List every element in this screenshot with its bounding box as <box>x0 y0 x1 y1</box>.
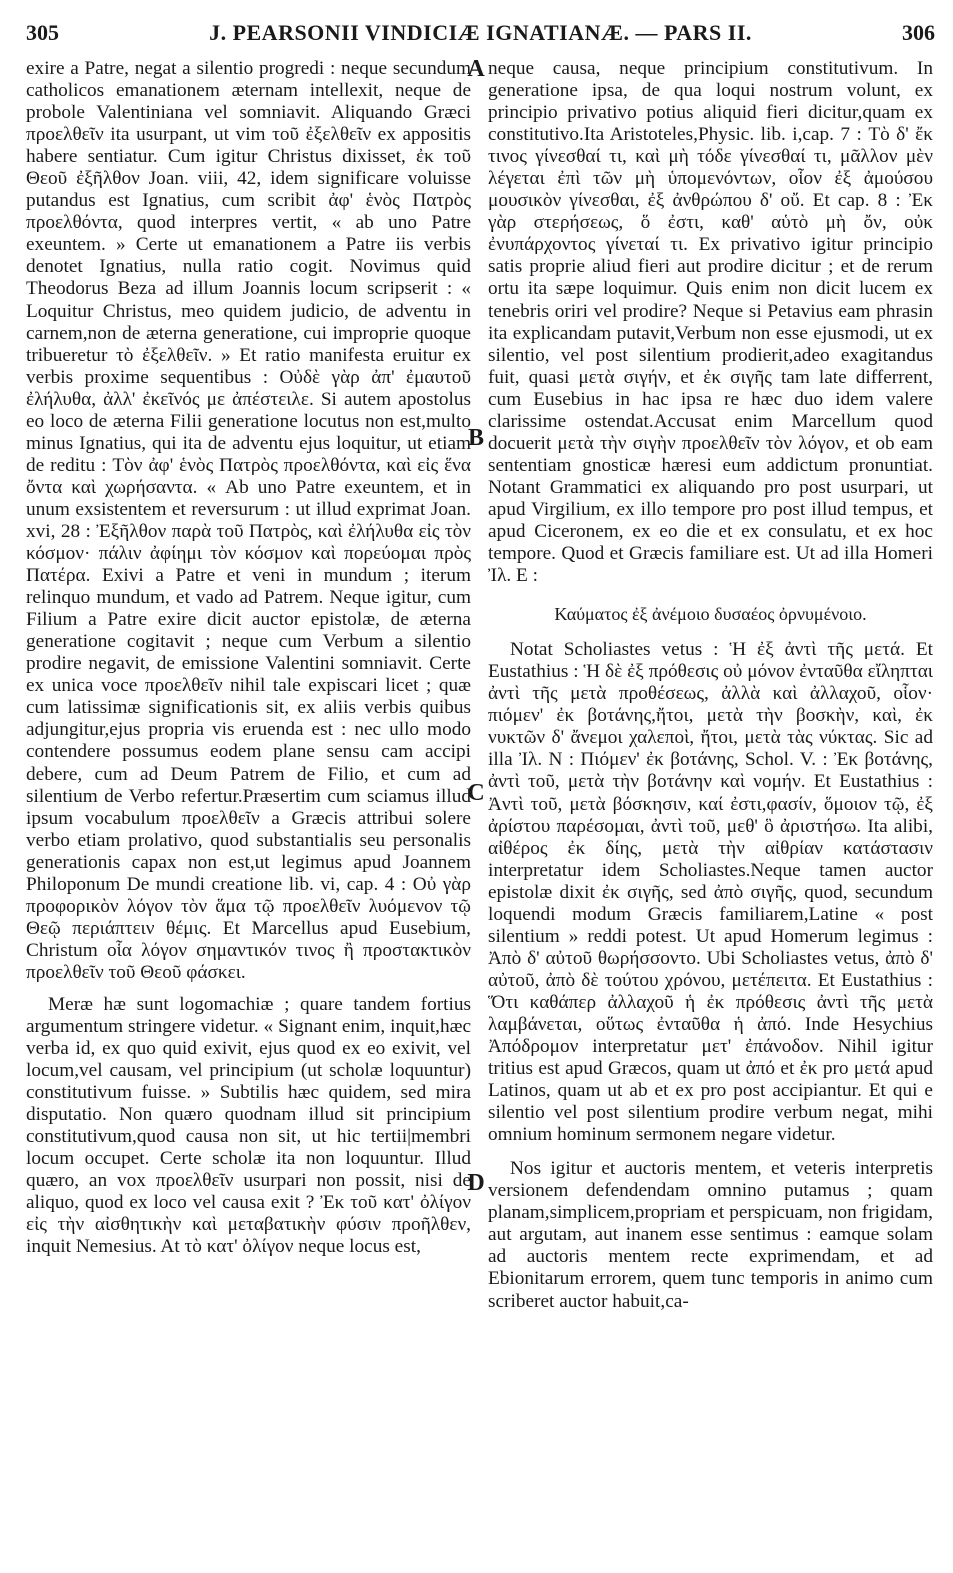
running-title: J. PEARSONII VINDICIÆ IGNATIANÆ. — PARS II. <box>209 20 752 45</box>
right-column <box>488 58 933 1313</box>
paragraph-gap <box>26 984 471 994</box>
right-paragraph-3: Nos igitur et auctoris mentem, et veteris interpretis versionem defendendam omnino putamus ; quam planam,simplicem,propriam et perspicuam, non frigidam, aut argutam, aut inanem esse sentimus : eamque solam ad auctoris mentem recte exprimendam, et ad Ebionitarum errorem, quem tunc temporis in animo cum scriberet auctor habuit,ca- <box>488 1158 933 1312</box>
right-paragraph-1: neque causa, neque principium constitutivum. In generatione ipsa, de qua loqui nostrum volunt, ex principio privativo potius aliquid fieri dicitur,quam ex constitutivo.Ita Aristoteles,Physic. lib. i,cap. 7 : Τὸ δ' ἔκ τινος γίνεσθαί τι, καὶ μὴ τόδε γίνεσθαί τι, μᾶλλον μὲν λέγεται ἐπὶ τῶν μὴ ὑπομενόντων, οἷον ἐξ ἀμούσου μουσικὸν γίνεσθαι, ἐξ ἀνθρώπου δ' οὔ. Et cap. 8 : Ἐκ γὰρ στερήσεως, ὅ ἐστι, καθ' αὑτὸ μὴ ὄν, οὐκ ἐνυπάρχοντος γίνεταί τι. Ex privativo igitur principio satis proprie aliud fieri aut prodire dicitur ; et de rerum ortu ita sæpe loquimur. Quis enim non dicit lucem ex tenebris oriri vel prodire? Neque si Petavius eam phrasin ita explicandam putavit,Verbum non esse ejusmodi, ut ex silentio, vel post silentium prodierit,adeo exagitandus fuit, quasi μετὰ σιγήν, et ἐκ σιγῆς tam late differrent, cum Eusebius in hac ipsa re hæc duo idem valere clarissime ostendat.Accusat enim Marcellum quod docuerit μετὰ τὴν σιγὴν προελθεῖν τὸν λόγον, et ob eam sententiam gnosticæ hæresi eum addictum pronuntiat. Notant Grammatici ex aliquando pro post usurpari, ut apud Virgilium, ex illo tempore pro post illud tempus, et apud Ciceronem, ex eo die et ex consulatu, et ex hoc tempore. Quod et Græcis familiare est. Ut ad illa Homeri Ἰλ. E : <box>488 58 933 587</box>
margin-marker-a: A <box>467 56 485 82</box>
right-page-number: 306 <box>901 20 935 45</box>
margin-marker-b: B <box>467 425 484 451</box>
margin-marker-c: C <box>467 780 485 806</box>
left-column <box>26 58 471 1259</box>
left-paragraph-1: exire a Patre, negat a silentio progredi : neque secundum catholicos emanationem æternam intellexit, neque de probole Valentiniana vel somniavit. Aliquando Græci προελθεῖν ita usurpant, ut vim τοῦ ἐξελθεῖν ex appositis habere sentiatur. Cum igitur Christus dixisset, ἐκ τοῦ Θεοῦ ἐξῆλθον Joan. viii, 42, idem significare voluisse putandus est Ignatius, cum scribit ἀφ' ἑνὸς Πατρὸς προελθόντα, quod interpres vertit, « ab uno Patre exeuntem. » Certe ut emanationem a Patre iis verbis denotet Ignatius, nulla ratio cogit. Novimus quid Theodorus Beza ad illum Joannis locum scripserit : « Loquitur Christus, meo quidem judicio, de adventu in carnem,non de æterna generatione, cui improprie quoque tribueretur τὸ ἐξελθεῖν. » Et ratio manifesta eruitur ex verbis proxime sequentibus : Οὐδὲ γὰρ ἀπ' ἐμαυτοῦ ἐλήλυθα, ἀλλ' ἐκεῖνός με ἀπέστειλε. Si autem apostolus eo loco de æterna Filii generatione locutus non est,multo minus Ignatius, qui ita de adventu ejus loquitur, ut etiam de reditu : Τὸν ἀφ' ἑνὸς Πατρὸς προελθόντα, καὶ εἰς ἕνα ὄντα καὶ χωρήσαντα. « Ab uno Patre exeuntem, et in unum exsistentem et reversurum : ut illud exprimat Joan. xvi, 28 : Ἐξῆλθον παρὰ τοῦ Πατρὸς, καὶ ἐλήλυθα εἰς τὸν κόσμον· πάλιν ἀφίημι τὸν κόσμον καὶ πορεύομαι πρὸς Πατέρα. Exivi a Patre et veni in mundum ; iterum relinquo mundum, et vado ad Patrem. Neque igitur, cum Filium a Patre exire dicit auctor epistolæ, de æterna generatione cogitavit ; neque cum Verbum a silentio prodire negavit, de emissione Valentini somniavit. Certe ex unica voce προελθεῖν nihil tale expiscari licet ; quæ cum latissimæ significationis sit, ex aliis verbis quibus adjungitur,ejus propria vis eruenda est : nec ullo modo contendere possumus eodem plane sensu cam accipi debere, cum ad Deum Patrem de Filio, et cum ad silentium de Verbo refertur.Præsertim cum sciamus illud ipsum vocabulum προελθεῖν a Græcis attribui solere verbo etiam prolativo, quod substantialis seu personalis generationis capax non est,ut legimus apud Joannem Philoponum De mundi creatione lib. vi, cap. 4 : Οὐ γὰρ προφορικὸν λόγον τὸν ἅμα τῷ προελθεῖν λυόμενον τῷ Θεῷ περιάπτειν θέμις. Et Marcellus apud Eusebium, Christum οἷα λόγον σημαντικόν τινος ἢ προστακτικὸν προελθεῖν τοῦ Θεοῦ φάσκει. <box>26 58 471 983</box>
running-header <box>26 18 935 48</box>
right-paragraph-2: Notat Scholiastes vetus : Ἡ ἐξ ἀντὶ τῆς μετά. Et Eustathius : Ἡ δὲ ἐξ πρόθεσις οὐ μόνον ἐνταῦθα εἴληπται ἀντὶ τῆς μετὰ προθέσεως, ἀλλὰ καὶ ἀλλαχοῦ, οἷον· πιόμεν' ἐκ βοτάνης,ἤτοι, μετὰ τὴν βοσκὴν, καὶ, ἐκ νυκτῶν δ' ἄνεμοι χαλεποὶ, ἤτοι, μετὰ τὰς νύκτας. Sic ad illa Ἰλ. N : Πιόμεν' ἐκ βοτάνης, Schol. V. : Ἐκ βοτάνης, ἀντὶ τοῦ, μετὰ τὴν βοτάνην καὶ νομήν. Et Eustathius : Ἀντὶ τοῦ, μετὰ βόσκησιν, καί ἐστι,φασίν, ὅμοιον τῷ, ἐξ ἀρίστου παρέσομαι, ἀντὶ τοῦ, μεθ' ὃ ἀριστήσω. Ita alibi, αἰθέρος ἐκ δίης, μετὰ τὴν αἰθρίαν κατάστασιν interpretatur idem Scholiastes.Neque tamen auctor epistolæ dixit ἐκ σιγῆς, sed ἀπὸ σιγῆς, quod, secundum loquendi modum Græcis familiarem,Latine « post silentium » reddi potest. Ut apud Homerum legimus : Ἀπὸ δ' αὐτοῦ θωρήσσοντο. Ubi Scholiastes vetus, ἀπὸ δ' αὐτοῦ, ἀπὸ δὲ τούτου χρόνου, μετέπειτα. Et Eustathius : Ὅτι καθάπερ ἀλλαχοῦ ἡ ἐκ πρόθεσις ἀντὶ τῆς μετὰ λαμβάνεται, οὕτως ἐνταῦθα ἡ ἀπό. Inde Hesychius Ἀπόδρομον interpretatur μετ' ἐπάνοδον. Nihil igitur tritius est apud Græcos, quam ut ἀπό et ἐκ pro μετά apud Latinos, quam ut ab et ex pro post accipiantur. Et qui e silentio vel post silentium prodire verbum negat, mihi omnium hominum sermonem negare videtur. <box>488 639 933 1146</box>
margin-marker-d: D <box>467 1170 485 1196</box>
paragraph-gap <box>488 1146 933 1158</box>
homer-verse: Καύματος ἐξ ἀνέμοιο δυσαέος ὀρνυμένοιο. <box>554 604 867 625</box>
left-page-number: 305 <box>26 20 59 45</box>
left-paragraph-2: Meræ hæ sunt logomachiæ ; quare tandem fortius argumentum stringere videtur. « Signant enim, inquit,hæc verba id, ex quo quid exivit, ejus quod ex eo exivit, vel locum,vel causam, vel principium (ut scholæ loquuntur) constitutivum fuisse. » Subtilis hæc quidem, sed mira disputatio. Non quæro quodnam illud sit principium constitutivum,quod causa non sit, ut hic tertii|membri locum occupet. Certe scholæ ita non loquuntur. Illud quæro, an vox προελθεῖν usurpari non possit, nisi de aliquo, quod ex loco vel causa exit ? Ἐκ τοῦ κατ' ὀλίγον εἰς τὴν αἰσθητικὴν καὶ μεταβατικὴν φύσιν προῆλθεν, inquit Nemesius. At τὸ κατ' ὀλίγον neque locus est, <box>26 993 471 1258</box>
